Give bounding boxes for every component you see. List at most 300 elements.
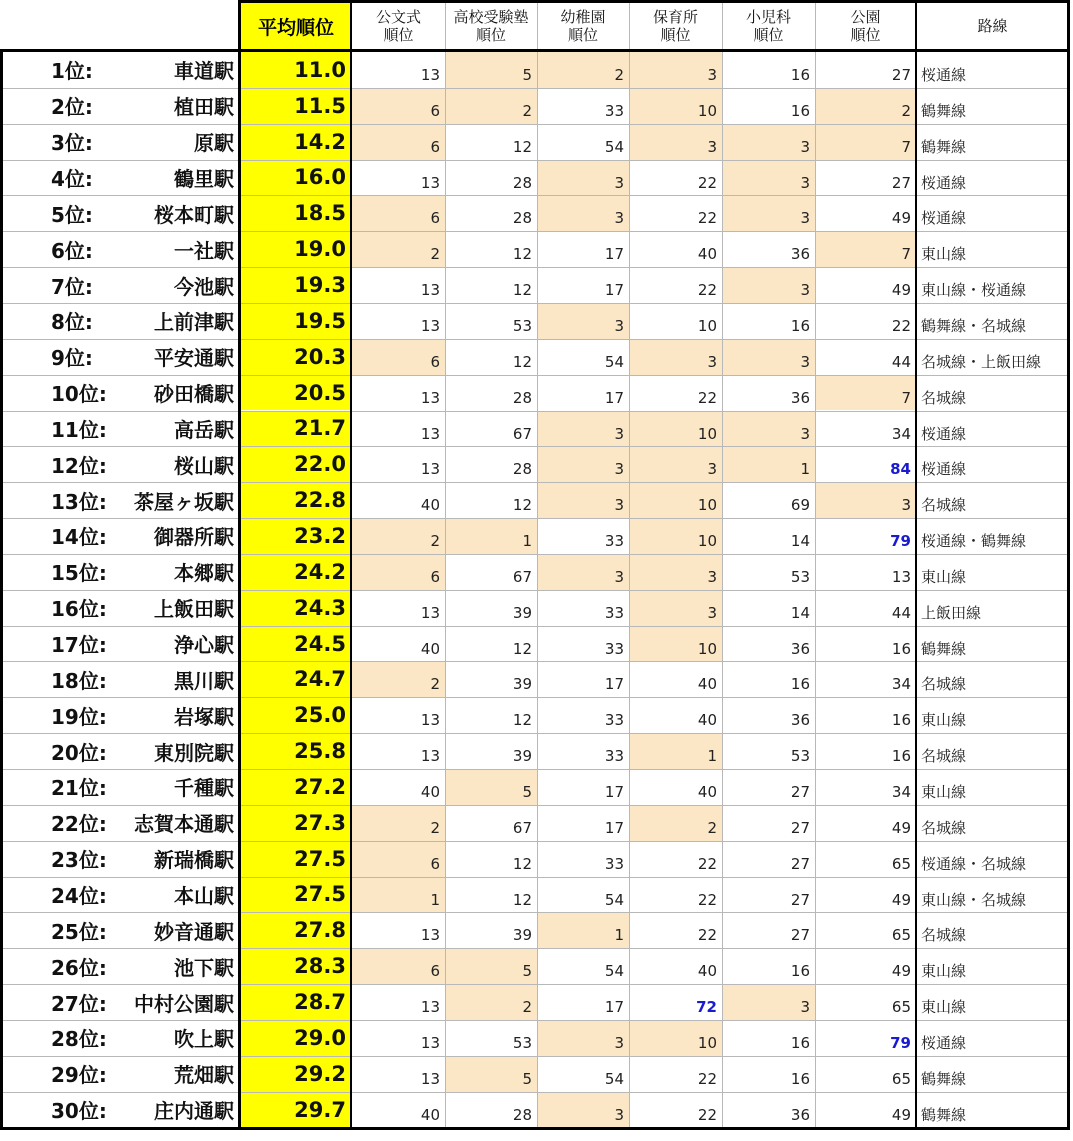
cell-kumon: 13 [420, 1033, 440, 1052]
row-divider [3, 805, 1068, 806]
row-divider [3, 697, 1068, 698]
cell-avg: 19.0 [241, 231, 351, 267]
column-divider [445, 2, 446, 1128]
row-divider [3, 769, 1068, 770]
cell-line: 名城線・上飯田線 [921, 352, 1042, 371]
row-divider [3, 195, 1068, 196]
cell-line: 東山線・桜通線 [921, 281, 1027, 300]
cell-line: 東山線 [921, 567, 967, 586]
cell-park: 27 [891, 66, 911, 84]
header-nursery-line2: 順位 [660, 26, 691, 44]
header-average: 平均順位 [241, 2, 351, 50]
row-divider [3, 267, 1068, 268]
cell-park: 65 [891, 854, 911, 873]
cell-juku: 12 [512, 281, 532, 300]
row-divider [3, 733, 1068, 734]
cell-juku: 28 [512, 1105, 532, 1124]
cell-rank: 1位: [51, 59, 93, 84]
cell-line: 鶴舞線 [921, 137, 967, 156]
cell-line: 名城線 [921, 747, 967, 766]
cell-park: 34 [891, 424, 911, 443]
cell-park: 49 [891, 1105, 911, 1124]
cell-station: 池下駅 [174, 955, 234, 980]
cell-pedi: 36 [790, 245, 810, 264]
row-divider [3, 1092, 1068, 1093]
cell-kinder: 33 [604, 747, 624, 766]
row-divider [3, 554, 1068, 555]
cell-juku: 67 [512, 424, 532, 443]
cell-juku: 5 [445, 769, 537, 805]
cell-park: 16 [891, 747, 911, 766]
cell-kinder: 3 [537, 446, 629, 482]
cell-nursery: 22 [697, 209, 717, 228]
cell-nursery: 3 [629, 446, 722, 482]
cell-juku: 12 [512, 711, 532, 730]
cell-kumon: 6 [352, 195, 445, 231]
cell-station: 浄心駅 [174, 633, 234, 658]
cell-nursery: 3 [629, 590, 722, 626]
cell-avg: 29.2 [241, 1056, 351, 1092]
cell-kinder: 17 [604, 818, 624, 837]
cell-avg: 27.2 [241, 769, 351, 805]
header-pediatrics-line2: 順位 [753, 26, 784, 44]
cell-nursery: 3 [629, 124, 722, 160]
cell-nursery: 22 [697, 1069, 717, 1088]
cell-juku: 28 [512, 173, 532, 192]
cell-pedi: 16 [790, 316, 810, 335]
cell-station: 千種駅 [174, 776, 234, 801]
row-divider [3, 124, 1068, 125]
cell-avg: 20.5 [241, 375, 351, 411]
cell-kumon: 40 [420, 496, 440, 515]
cell-nursery: 22 [697, 281, 717, 300]
cell-kumon: 13 [420, 281, 440, 300]
cell-avg: 19.3 [241, 267, 351, 303]
left-border [0, 49, 3, 1129]
cell-juku: 5 [445, 52, 537, 88]
row-divider [3, 984, 1068, 985]
cell-avg: 19.5 [241, 303, 351, 339]
cell-kumon: 40 [420, 639, 440, 658]
cell-kinder: 33 [604, 532, 624, 551]
cell-avg: 27.5 [241, 877, 351, 913]
cell-station: 御器所駅 [154, 525, 234, 550]
cell-park: 49 [891, 890, 911, 909]
cell-pedi: 36 [790, 1105, 810, 1124]
cell-avg: 27.5 [241, 841, 351, 877]
cell-nursery: 10 [629, 88, 722, 124]
cell-rank: 29位: [51, 1063, 107, 1088]
header-bottom-border [0, 49, 1070, 52]
cell-rank: 23位: [51, 848, 107, 873]
cell-nursery: 3 [629, 554, 722, 590]
cell-pedi: 16 [790, 1069, 810, 1088]
cell-station: 原駅 [194, 131, 234, 156]
cell-juku: 39 [512, 603, 532, 622]
cell-rank: 15位: [51, 561, 107, 586]
header-kumon-line1: 公文式 [375, 8, 421, 26]
cell-kumon: 6 [352, 88, 445, 124]
header-kumon-line2: 順位 [383, 26, 414, 44]
cell-station: 上前津駅 [154, 310, 234, 335]
cell-line: 上飯田線 [921, 603, 982, 622]
cell-station: 桜本町駅 [154, 202, 234, 227]
cell-station: 高岳駅 [174, 417, 234, 442]
cell-park: 79 [890, 1033, 911, 1052]
cell-avg: 24.2 [241, 554, 351, 590]
cell-avg: 20.3 [241, 339, 351, 375]
cell-kumon: 13 [420, 1069, 440, 1088]
header-pediatrics [722, 2, 815, 50]
cell-kinder: 3 [537, 195, 629, 231]
cell-kinder: 17 [604, 388, 624, 407]
cell-rank: 4位: [51, 166, 93, 191]
cell-nursery: 22 [697, 890, 717, 909]
cell-rank: 21位: [51, 776, 107, 801]
cell-rank: 30位: [51, 1099, 107, 1124]
cell-rank: 12位: [51, 453, 107, 478]
cell-rank: 6位: [51, 238, 93, 263]
cell-kinder: 3 [537, 482, 629, 518]
cell-avg: 11.0 [241, 52, 351, 88]
cell-pedi: 53 [790, 567, 810, 586]
cell-park: 13 [891, 567, 911, 586]
cell-station: 茶屋ヶ坂駅 [134, 489, 234, 514]
cell-kumon: 6 [352, 554, 445, 590]
cell-kumon: 13 [420, 603, 440, 622]
row-divider [3, 948, 1068, 949]
line-left-border [915, 0, 917, 1129]
cell-nursery: 22 [697, 854, 717, 873]
cell-kinder: 33 [604, 854, 624, 873]
cell-rank: 14位: [51, 525, 107, 550]
cell-pedi: 14 [790, 532, 810, 551]
cell-kumon: 13 [420, 316, 440, 335]
cell-kinder: 54 [604, 890, 624, 909]
cell-line: 名城線 [921, 818, 967, 837]
cell-avg: 25.8 [241, 733, 351, 769]
cell-park: 65 [891, 998, 911, 1017]
cell-rank: 3位: [51, 131, 93, 156]
row-divider [3, 590, 1068, 591]
cell-kumon: 6 [352, 339, 445, 375]
cell-kinder: 3 [537, 411, 629, 447]
avg-right-border [350, 0, 352, 1129]
cell-kinder: 17 [604, 281, 624, 300]
cell-station: 植田駅 [174, 95, 234, 120]
cell-kinder: 33 [604, 101, 624, 120]
cell-kumon: 13 [420, 424, 440, 443]
cell-line: 名城線 [921, 388, 967, 407]
cell-kinder: 33 [604, 603, 624, 622]
cell-kinder: 17 [604, 783, 624, 801]
cell-park: 84 [890, 460, 911, 479]
cell-station: 今池駅 [174, 274, 234, 299]
cell-line: 桜通線 [921, 209, 967, 228]
cell-station: 岩塚駅 [174, 704, 234, 729]
cell-station: 東別院駅 [154, 740, 234, 765]
cell-nursery: 40 [697, 245, 717, 264]
header-nursery [629, 2, 722, 50]
cell-kinder: 3 [537, 554, 629, 590]
header-juku [445, 2, 537, 50]
cell-line: 東山線 [921, 998, 967, 1017]
cell-rank: 19位: [51, 704, 107, 729]
cell-avg: 24.5 [241, 626, 351, 662]
cell-rank: 10位: [51, 382, 107, 407]
row-divider [3, 339, 1068, 340]
cell-nursery: 3 [629, 339, 722, 375]
cell-nursery: 22 [697, 1105, 717, 1124]
cell-pedi: 16 [790, 66, 810, 84]
cell-nursery: 10 [629, 482, 722, 518]
cell-avg: 21.7 [241, 411, 351, 447]
cell-nursery: 10 [629, 411, 722, 447]
row-divider [3, 303, 1068, 304]
cell-park: 2 [815, 88, 916, 124]
row-divider [3, 877, 1068, 878]
cell-park: 34 [891, 675, 911, 694]
cell-station: 砂田橋駅 [154, 382, 234, 407]
header-kumon [352, 2, 445, 50]
cell-pedi: 3 [722, 124, 815, 160]
cell-station: 吹上駅 [174, 1027, 234, 1052]
cell-station: 荒畑駅 [174, 1063, 234, 1088]
cell-line: 鶴舞線 [921, 1105, 967, 1124]
cell-kumon: 13 [420, 388, 440, 407]
cell-kumon: 1 [352, 877, 445, 913]
cell-park: 22 [891, 316, 911, 335]
cell-park: 44 [891, 603, 911, 622]
cell-line: 名城線 [921, 496, 967, 515]
cell-park: 7 [815, 124, 916, 160]
cell-juku: 39 [512, 675, 532, 694]
cell-nursery: 22 [697, 926, 717, 945]
cell-kinder: 1 [537, 912, 629, 948]
cell-pedi: 16 [790, 101, 810, 120]
row-divider [3, 411, 1068, 412]
cell-nursery: 3 [629, 52, 722, 88]
right-border [1067, 0, 1070, 1129]
row-divider [3, 1056, 1068, 1057]
cell-juku: 53 [512, 316, 532, 335]
cell-pedi: 53 [790, 747, 810, 766]
row-divider [3, 160, 1068, 161]
cell-avg: 28.7 [241, 984, 351, 1020]
cell-kinder: 33 [604, 711, 624, 730]
cell-line: 桜通線 [921, 460, 967, 479]
cell-rank: 9位: [51, 346, 93, 371]
cell-kumon: 13 [420, 926, 440, 945]
cell-juku: 67 [512, 818, 532, 837]
header-park [815, 2, 916, 50]
cell-pedi: 3 [722, 267, 815, 303]
cell-park: 49 [891, 281, 911, 300]
cell-pedi: 3 [722, 411, 815, 447]
cell-park: 34 [891, 783, 911, 801]
cell-kumon: 2 [352, 231, 445, 267]
cell-park: 79 [890, 532, 911, 551]
cell-station: 一社駅 [174, 238, 234, 263]
cell-nursery: 10 [697, 316, 717, 335]
column-divider [537, 2, 538, 1128]
cell-pedi: 16 [790, 962, 810, 981]
cell-nursery: 10 [629, 626, 722, 662]
cell-avg: 24.3 [241, 590, 351, 626]
cell-rank: 13位: [51, 489, 107, 514]
cell-pedi: 3 [722, 339, 815, 375]
cell-line: 鶴舞線 [921, 1069, 967, 1088]
cell-station: 平安通駅 [154, 346, 234, 371]
cell-station: 鶴里駅 [174, 166, 234, 191]
cell-rank: 16位: [51, 597, 107, 622]
row-divider [3, 841, 1068, 842]
cell-kumon: 6 [352, 841, 445, 877]
cell-kinder: 17 [604, 675, 624, 694]
cell-pedi: 36 [790, 711, 810, 730]
cell-rank: 11位: [51, 417, 107, 442]
cell-park: 49 [891, 209, 911, 228]
cell-juku: 12 [512, 352, 532, 371]
header-kindergarten-line1: 幼稚園 [560, 8, 606, 26]
cell-nursery: 40 [697, 962, 717, 981]
cell-rank: 8位: [51, 310, 93, 335]
row-divider [3, 375, 1068, 376]
cell-park: 65 [891, 1069, 911, 1088]
cell-kinder: 2 [537, 52, 629, 88]
cell-juku: 53 [512, 1033, 532, 1052]
cell-rank: 18位: [51, 668, 107, 693]
cell-kumon: 13 [420, 460, 440, 479]
cell-park: 44 [891, 352, 911, 371]
cell-kinder: 33 [604, 639, 624, 658]
cell-juku: 2 [445, 88, 537, 124]
cell-line: 鶴舞線 [921, 639, 967, 658]
cell-nursery: 22 [697, 388, 717, 407]
row-divider [3, 661, 1068, 662]
cell-line: 桜通線・名城線 [921, 854, 1027, 873]
cell-rank: 5位: [51, 202, 93, 227]
cell-juku: 5 [445, 1056, 537, 1092]
cell-kumon: 40 [420, 783, 440, 801]
cell-pedi: 3 [722, 195, 815, 231]
column-divider [629, 2, 630, 1128]
cell-nursery: 10 [629, 518, 722, 554]
cell-kinder: 17 [604, 998, 624, 1017]
cell-juku: 2 [445, 984, 537, 1020]
cell-avg: 27.8 [241, 912, 351, 948]
row-divider [3, 88, 1068, 89]
cell-juku: 12 [512, 496, 532, 515]
cell-pedi: 16 [790, 1033, 810, 1052]
cell-line: 名城線 [921, 926, 967, 945]
cell-line: 鶴舞線・名城線 [921, 316, 1027, 335]
cell-station: 志賀本通駅 [134, 812, 234, 837]
cell-line: 桜通線 [921, 66, 967, 84]
row-divider [3, 446, 1068, 447]
cell-line: 桜通線 [921, 424, 967, 443]
cell-pedi: 14 [790, 603, 810, 622]
cell-line: 桜通線 [921, 1033, 967, 1052]
cell-juku: 5 [445, 948, 537, 984]
avg-left-border [238, 0, 241, 1129]
row-divider [3, 626, 1068, 627]
cell-pedi: 1 [722, 446, 815, 482]
cell-kumon: 13 [420, 998, 440, 1017]
cell-station: 中村公園駅 [134, 991, 234, 1016]
cell-avg: 27.3 [241, 805, 351, 841]
cell-line: 東山線 [921, 245, 967, 264]
cell-kumon: 13 [420, 747, 440, 766]
cell-station: 黒川駅 [174, 668, 234, 693]
cell-avg: 25.0 [241, 697, 351, 733]
cell-juku: 12 [512, 854, 532, 873]
cell-park: 3 [815, 482, 916, 518]
cell-pedi: 3 [722, 160, 815, 196]
cell-juku: 28 [512, 388, 532, 407]
cell-pedi: 36 [790, 388, 810, 407]
cell-kumon: 13 [420, 711, 440, 730]
row-divider [3, 912, 1068, 913]
cell-kumon: 2 [352, 661, 445, 697]
cell-rank: 7位: [51, 274, 93, 299]
cell-station: 上飯田駅 [154, 597, 234, 622]
cell-kinder: 54 [604, 137, 624, 156]
cell-line: 東山線 [921, 783, 967, 801]
cell-rank: 17位: [51, 633, 107, 658]
cell-juku: 12 [512, 639, 532, 658]
cell-avg: 14.2 [241, 124, 351, 160]
cell-kinder: 3 [537, 303, 629, 339]
cell-kumon: 6 [352, 124, 445, 160]
header-kindergarten [537, 2, 629, 50]
cell-kinder: 3 [537, 160, 629, 196]
cell-nursery: 1 [629, 733, 722, 769]
cell-juku: 12 [512, 890, 532, 909]
bottom-border [0, 1127, 1070, 1130]
cell-juku: 1 [445, 518, 537, 554]
cell-park: 16 [891, 711, 911, 730]
cell-pedi: 16 [790, 675, 810, 694]
cell-kinder: 17 [604, 245, 624, 264]
cell-pedi: 36 [790, 639, 810, 658]
cell-nursery: 40 [697, 711, 717, 730]
header-juku-line1: 高校受験塾 [453, 8, 529, 26]
cell-juku: 12 [512, 245, 532, 264]
top-border [239, 0, 1070, 3]
cell-park: 49 [891, 818, 911, 837]
cell-line: 桜通線・鶴舞線 [921, 532, 1027, 551]
cell-kumon: 6 [352, 948, 445, 984]
cell-park: 7 [815, 375, 916, 411]
cell-rank: 20位: [51, 740, 107, 765]
cell-juku: 28 [512, 209, 532, 228]
row-divider [3, 231, 1068, 232]
cell-station: 車道駅 [174, 59, 234, 84]
column-divider [722, 2, 723, 1128]
cell-avg: 16.0 [241, 160, 351, 196]
cell-avg: 29.0 [241, 1020, 351, 1056]
cell-rank: 2位: [51, 95, 93, 120]
cell-kumon: 2 [352, 518, 445, 554]
cell-avg: 24.7 [241, 661, 351, 697]
cell-juku: 28 [512, 460, 532, 479]
cell-pedi: 27 [790, 783, 810, 801]
cell-juku: 67 [512, 567, 532, 586]
cell-pedi: 27 [790, 890, 810, 909]
cell-rank: 28位: [51, 1027, 107, 1052]
cell-rank: 22位: [51, 812, 107, 837]
